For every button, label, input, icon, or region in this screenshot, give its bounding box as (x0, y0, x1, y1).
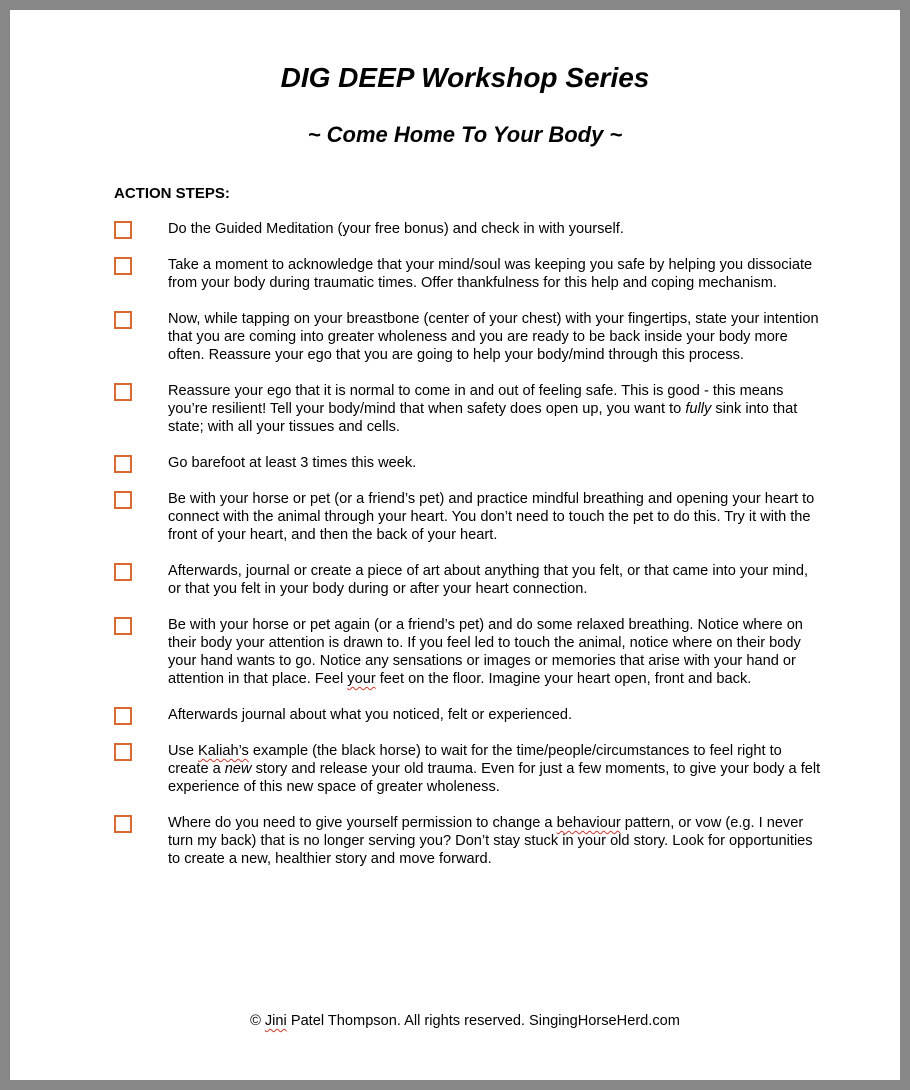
spellcheck-flagged-word: Jini (264, 1013, 287, 1029)
step-text: Where do you need to give yourself permission to change a behaviour pattern, or vow (e.g. I never turn my back) that is no longer serving you? Don’t stay stuck in your old story. Look for opportunities to create a new, healthier story and move forward. (168, 815, 813, 867)
spellcheck-flagged-word: behaviour (556, 815, 621, 831)
step-checkbox[interactable] (114, 383, 132, 401)
step-text: Afterwards, journal or create a piece of art about anything that you felt, or that came into your mind, or that you felt in your body during or after your heart connection. (168, 563, 809, 597)
step-checkbox[interactable] (114, 743, 132, 761)
step-text: Do the Guided Meditation (your free bonus) and check in with yourself. (168, 221, 624, 237)
step-text: Be with your horse or pet (or a friend’s pet) and practice mindful breathing and opening your heart to connect with the animal through your heart. You don’t need to touch the pet to do this. Try it with the front of your heart, and then the back of your heart. (168, 491, 815, 543)
list-item (114, 616, 824, 688)
action-steps-heading: ACTION STEPS: (114, 185, 230, 202)
step-checkbox[interactable] (114, 221, 132, 239)
step-text: Use Kaliah’s example (the black horse) to wait for the time/people/circumstances to feel right to create a new story and release your old trauma. Even for just a few moments, to give your body a felt experience of this new space of greater wholeness. (168, 743, 821, 795)
list-item (114, 382, 824, 436)
emphasized-word: new (224, 761, 252, 777)
step-text: Go barefoot at least 3 times this week. (168, 455, 417, 471)
step-checkbox[interactable] (114, 563, 132, 581)
list-item (114, 490, 824, 544)
step-text: Be with your horse or pet again (or a friend’s pet) and do some relaxed breathing. Notice where on their body your attention is drawn to. If you feel led to touch the animal, notice where on their body your hand wants to go. Notice any sensations or images or memories that arise with your hand or attention in that place. Feel your feet on the floor. Imagine your heart open, front and back. (168, 617, 803, 687)
list-item (114, 706, 824, 724)
step-text: Now, while tapping on your breastbone (center of your chest) with your fingertips, state your intention that you are coming into greater wholeness and you are ready to be back inside your body more often. Reassure your ego that you are going to help your body/mind through this process. (168, 311, 819, 363)
copyright-footer: © Jini Patel Thompson. All rights reserved. SingingHorseHerd.com (250, 1013, 680, 1029)
document-subtitle: ~ Come Home To Your Body ~ (307, 122, 623, 147)
step-checkbox[interactable] (114, 311, 132, 329)
list-item (114, 220, 824, 238)
list-item (114, 562, 824, 598)
step-checkbox[interactable] (114, 707, 132, 725)
spellcheck-flagged-word: your (347, 671, 376, 687)
spellcheck-flagged-word: Kaliah’s (198, 743, 249, 759)
emphasized-word: fully (685, 401, 712, 417)
list-item (114, 742, 824, 796)
step-checkbox[interactable] (114, 455, 132, 473)
step-text: Take a moment to acknowledge that your mind/soul was keeping you safe by helping you dissociate from your body during traumatic times. Offer thankfulness for this help and coping mechanism. (168, 257, 813, 291)
list-item (114, 310, 824, 364)
list-item (114, 454, 824, 472)
step-checkbox[interactable] (114, 617, 132, 635)
step-checkbox[interactable] (114, 491, 132, 509)
step-text: Reassure your ego that it is normal to come in and out of feeling safe. This is good - this means you’re resilient! Tell your body/mind that when safety does open up, you want to fully sink into that state; with all your tissues and cells. (168, 383, 798, 435)
list-item (114, 256, 824, 292)
document-title: DIG DEEP Workshop Series (280, 62, 650, 93)
list-item (114, 814, 824, 868)
action-steps-list (114, 220, 824, 886)
step-text: Afterwards journal about what you noticed, felt or experienced. (168, 707, 572, 723)
step-checkbox[interactable] (114, 257, 132, 275)
step-checkbox[interactable] (114, 815, 132, 833)
